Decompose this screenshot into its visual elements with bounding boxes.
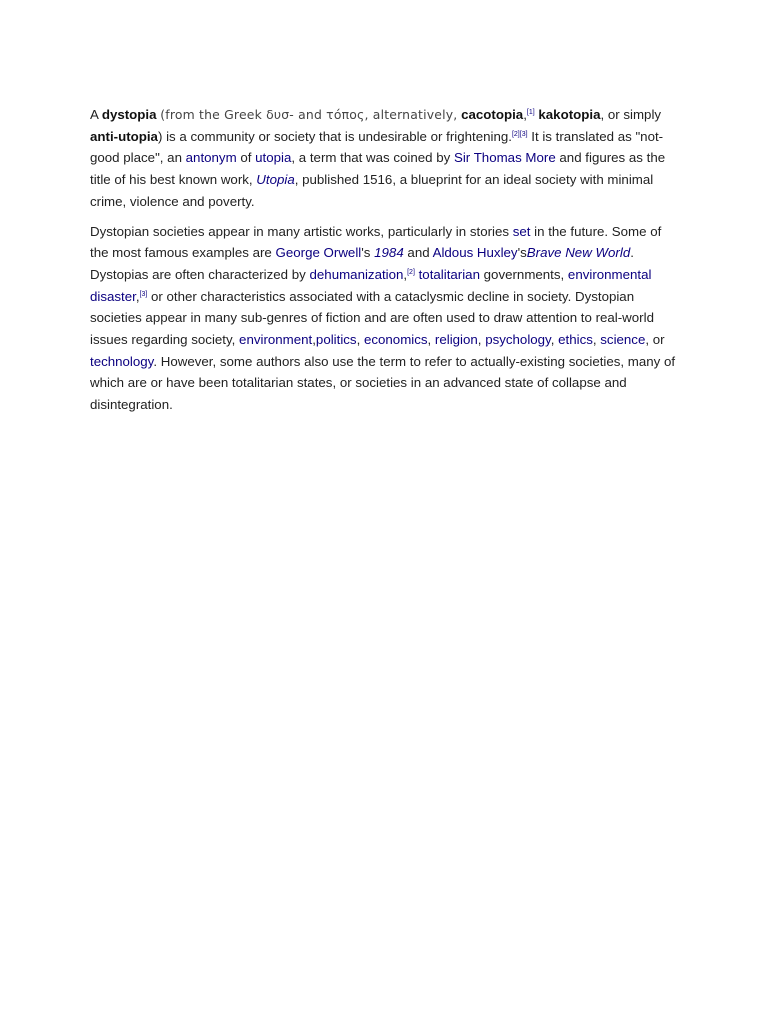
text: A — [90, 107, 102, 122]
text: and figures as the title of his best known work, — [90, 150, 666, 188]
link-set[interactable]: set — [512, 223, 531, 239]
link-utopia-book[interactable] — [256, 172, 294, 187]
link-technology[interactable]: technology — [90, 353, 154, 369]
paragraph-1 — [90, 104, 680, 213]
text: , — [312, 332, 316, 348]
text: , — [477, 332, 486, 348]
text: , — [356, 332, 364, 348]
link-utopia[interactable]: utopia — [255, 150, 292, 166]
link-religion[interactable]: religion — [434, 332, 478, 348]
text: 's — [517, 245, 527, 261]
link-politics[interactable]: politics — [315, 332, 357, 348]
link-utopia-book-title: Utopia — [256, 172, 295, 188]
link-environmental-disaster[interactable]: environmental disaster — [90, 266, 652, 304]
text: of — [236, 150, 256, 166]
link-george-orwell[interactable]: George Orwell — [275, 245, 362, 261]
citation-1[interactable]: [1] — [526, 109, 535, 116]
text: in the future. Some of the most famous examples are — [90, 223, 662, 261]
link-antonym[interactable]: antonym — [185, 150, 237, 166]
term-anti-utopia: anti-utopia — [90, 128, 158, 144]
text: , or — [645, 332, 665, 348]
link-aldous-huxley[interactable]: Aldous Huxley — [432, 245, 518, 261]
text: , — [403, 266, 408, 282]
link-sir-thomas-more[interactable]: Sir Thomas More — [453, 150, 556, 166]
link-psychology[interactable]: psychology — [485, 332, 551, 348]
citation-3b[interactable]: [3] — [139, 290, 148, 298]
text: . Dystopias are often characterized by — [90, 245, 634, 282]
link-totalitarian[interactable]: totalitarian — [418, 266, 480, 282]
citation-2b[interactable]: [2] — [407, 268, 415, 276]
text: 's — [361, 245, 375, 261]
text: Dystopian societies appear in many artistic works, particularly in stories — [90, 223, 513, 239]
etymology-text: (from the Greek δυσ- and τόπος, alternatively, — [160, 107, 458, 122]
text: , — [550, 332, 559, 348]
link-brave-new-world[interactable] — [527, 245, 630, 260]
text: and — [403, 245, 433, 261]
link-science[interactable]: science — [600, 332, 646, 348]
text: . However, some authors also use the term to refer to actually-existing societies, many of which are or have been totalitarian states, or societies in an advanced state of collapse and disintegration. — [90, 353, 676, 413]
text: , — [135, 288, 140, 304]
link-dehumanization[interactable]: dehumanization — [309, 266, 404, 282]
term-kakotopia: kakotopia — [538, 107, 601, 122]
text: , — [592, 332, 601, 348]
link-ethics[interactable]: ethics — [558, 332, 593, 348]
text: , a term that was coined by — [291, 150, 454, 166]
link-1984[interactable] — [374, 245, 404, 260]
term-cacotopia: cacotopia — [461, 107, 524, 122]
text: , or simply — [600, 107, 662, 122]
citation-3[interactable]: [3] — [519, 130, 528, 138]
text: , — [523, 107, 527, 122]
paragraph-2 — [90, 221, 680, 416]
link-brave-new-world-title: Brave New World — [526, 245, 631, 261]
text: governments, — [479, 266, 568, 282]
link-1984-title: 1984 — [374, 245, 404, 261]
citation-2[interactable]: [2] — [511, 130, 520, 138]
text: ) is a community or society that is undesirable or frightening. — [157, 128, 512, 144]
text: , — [427, 332, 435, 348]
text: , published 1516, a blueprint for an ideal society with minimal crime, violence and poverty. — [90, 172, 654, 209]
article-body — [90, 104, 680, 424]
text: or other characteristics associated with a cataclysmic decline in society. Dystopian societies appear in many sub-genres of fiction and are often used to draw attention to real-world issues regarding society, — [90, 288, 654, 348]
link-economics[interactable]: economics — [363, 332, 428, 348]
text: It is translated as "not-good place", an — [90, 128, 664, 166]
link-environment[interactable]: environment — [239, 332, 313, 348]
term-dystopia: dystopia — [101, 107, 157, 122]
